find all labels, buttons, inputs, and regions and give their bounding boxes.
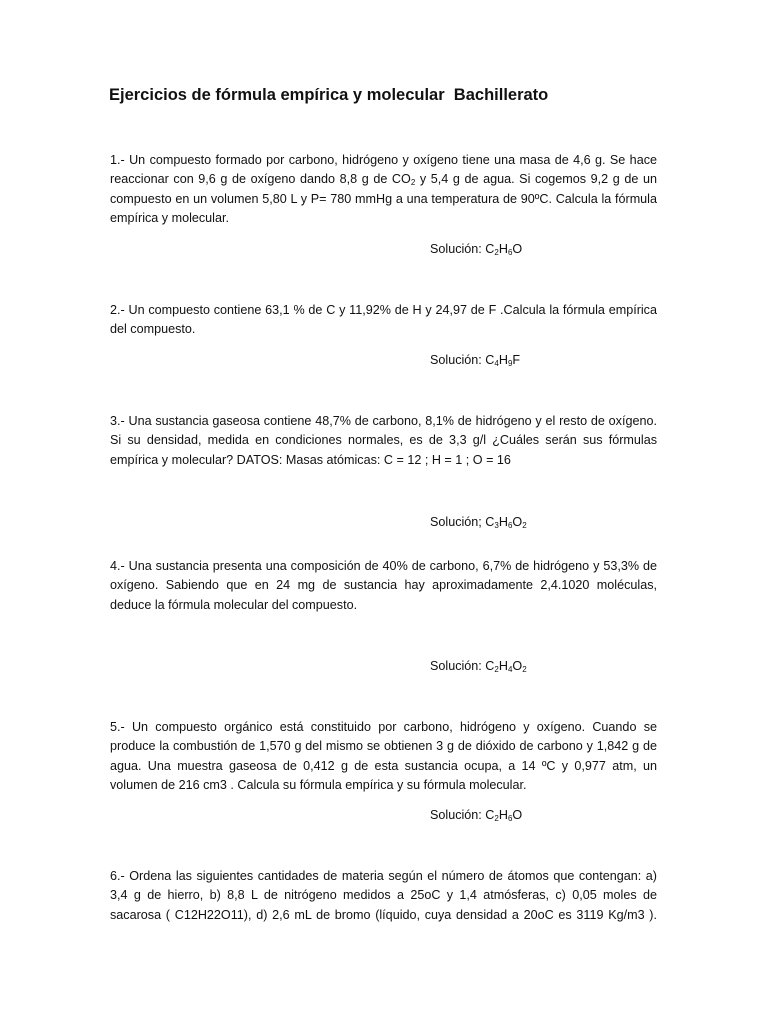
exercise-2-text: 2.- Un compuesto contiene 63,1 % de C y 11,92% de H y 24,97 de F .Calcula la fórmula empírica del compuesto.	[110, 303, 657, 337]
exercise-5-solution: Solución: $C_2H_6O$	[430, 808, 523, 823]
exercise-1-solution: Solución: $C_2H_6O$	[430, 242, 523, 257]
page-title: Ejercicios de fórmula empírica y molecular Bachillerato	[109, 86, 549, 104]
exercise-4-solution: Solución: $C_2H_4O_2$	[430, 659, 527, 674]
exercise-4-text: 4.- Una sustancia presenta una composición de 40% de carbono, 6,7% de hidrógeno y 53,3% de oxígeno. Sabiendo que en 24 mg de sustancia hay aproximadamente 2,4.1020 moléculas, deduce la fórmula molecular del compuesto.	[110, 559, 657, 612]
exercise-3-text: 3.- Una sustancia gaseosa contiene 48,7% de carbono, 8,1% de hidrógeno y el resto de oxígeno. Si su densidad, medida en condiciones normales, es de 3,3 g/l ¿Cuáles serán sus fórmulas empírica y molecular? DATOS: Masas atómicas: C = 12 ; H = 1 ; O = 16	[110, 414, 657, 467]
exercise-6-text: 6.- Ordena las siguientes cantidades de materia según el número de átomos que contengan: a) 3,4 g de hierro, b) 8,8 L de nitrógeno medidos a 25oC y 1,4 atmósferas, c) 0,05 moles de sacarosa ( C12H22O11), d) 2,6 mL de bromo (líquido, cuya densidad a 20oC es 3119 Kg/m3 ).	[110, 869, 657, 922]
exercise-5-text: 5.- Un compuesto orgánico está constituido por carbono, hidrógeno y oxígeno. Cuando se produce la combustión de 1,570 g del mismo se obtienen 3 g de dióxido de carbono y 1,842 g de agua. Una muestra gaseosa de 0,412 g de esta sustancia ocupa, a 14 ºC y 0,977 atm, un volumen de 216 cm3 . Calcula su fórmula empírica y su fórmula molecular.	[110, 720, 657, 792]
exercise-2-solution: Solución: $C_4H_9F$	[430, 353, 521, 368]
exercise-1-text: 1.- Un compuesto formado por carbono, hidrógeno y oxígeno tiene una masa de 4,6 g. Se hace reaccionar con 9,6 g de oxígeno dando 8,8 g de $CO_2$ y 5,4 g de agua. Si cogemos 9,2 g de un compuesto en un volumen 5,80 L y P= 780 mmHg a una temperatura de 90ºC. Calcula la fórmula empírica y molecular.	[110, 153, 657, 225]
exercise-3-solution: Solución; $C_3H_6O_2$	[430, 515, 527, 530]
